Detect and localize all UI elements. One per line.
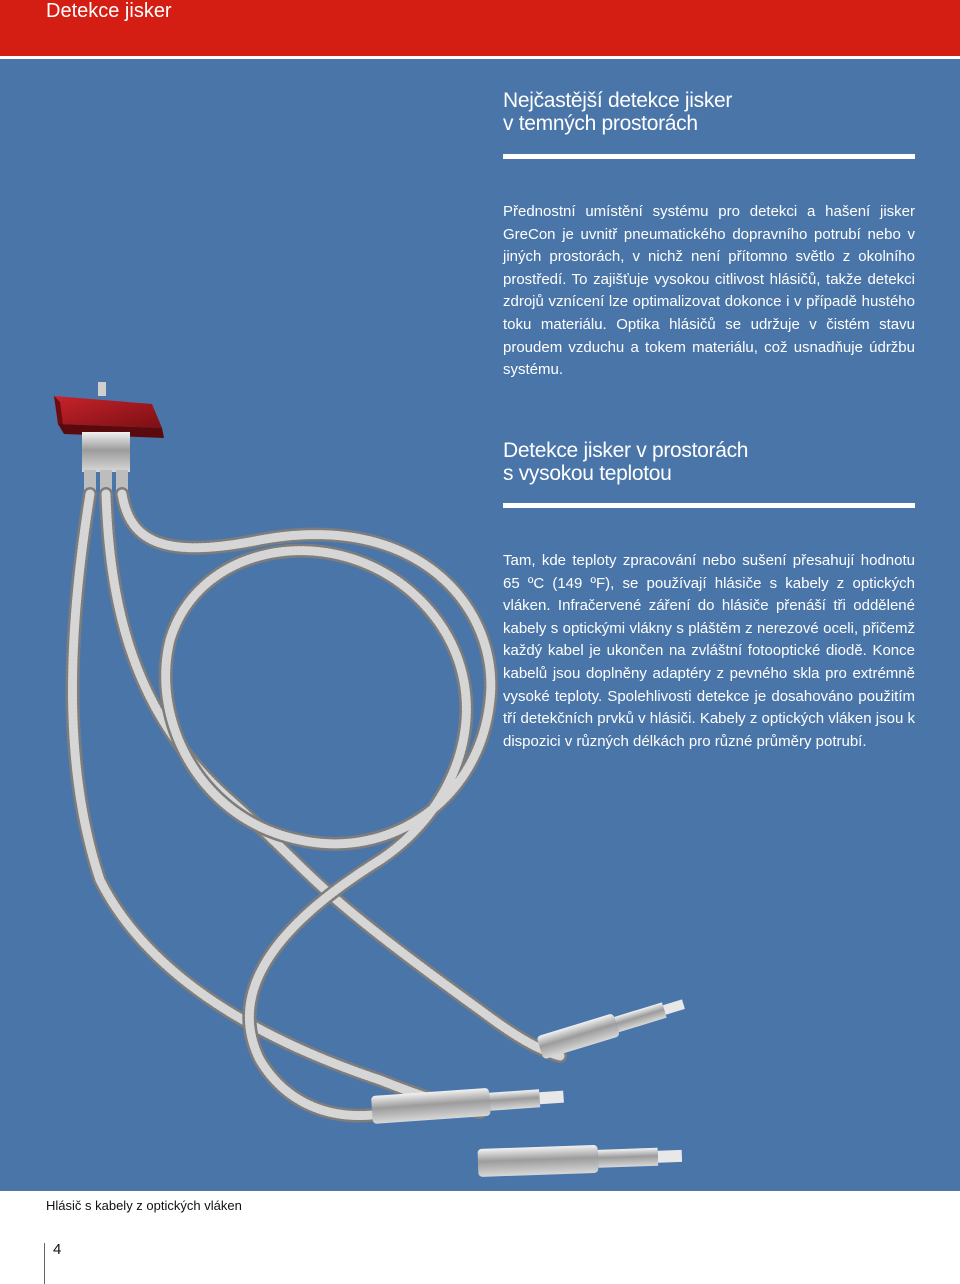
photo-caption: Hlásič s kabely z optických vláken (46, 1198, 242, 1213)
section-2-rule (503, 503, 915, 508)
section-2-text: Tam, kde teploty zpracování nebo sušení přesahují hodnotu 65 ºC (149 ºF), se používají hlásiče s kabely z optických vláken. Infračervené záření do hlásiče přenáší tři oddělené kabely s optickými vlákny s pláštěm z nerezové oceli, přičemž každý kabel je ukončen na zvláštní fotooptické diodě. Konce kabelů jsou doplněny adaptéry z pevného skla pro extrémně vysoké teploty. Spolehlivosti detekce je dosahováno použitím tří detekčních prvků v hlásiči. Kabely z optických vláken jsou k dispozici v různých délkách pro různé průměry potrubí. (503, 552, 915, 750)
section-1-rule (503, 154, 915, 159)
section-1-text: Přednostní umístění systému pro detekci a hašení jisker GreCon je uvnitř pneumatického dopravního potrubí nebo v jiných prostorách, v nichž není přítomno světlo z okolního prostředí. To zajišťuje vysokou citlivost hlásičů, takže detekci zdrojů vznícení lze optimalizovat dokonce i v případě hustého toku materiálu. Optika hlásičů se udržuje v čistém stavu proudem vzduchu a tokem materiálu, což usnadňuje údržbu systému. (503, 203, 915, 379)
header-bar (0, 0, 960, 56)
section-1-body (503, 201, 915, 382)
page-number: 4 (53, 1241, 62, 1258)
section-1-heading-line-2: v temných prostorách (503, 112, 698, 135)
section-2-heading-line-1: Detekce jisker v prostorách (503, 439, 749, 462)
section-1-heading-line-1: Nejčastější detekce jisker (503, 89, 733, 112)
page-title: Detekce jisker (46, 0, 172, 22)
cable-end-connectors (371, 993, 687, 1177)
section-1-heading (503, 89, 915, 135)
section-2-heading (503, 439, 915, 485)
page-number-divider (44, 1243, 45, 1284)
section-2-body (503, 550, 915, 753)
detector-head (54, 382, 164, 494)
section-2-heading-line-2: s vysokou teplotou (503, 462, 672, 485)
braided-cables (73, 494, 561, 1116)
